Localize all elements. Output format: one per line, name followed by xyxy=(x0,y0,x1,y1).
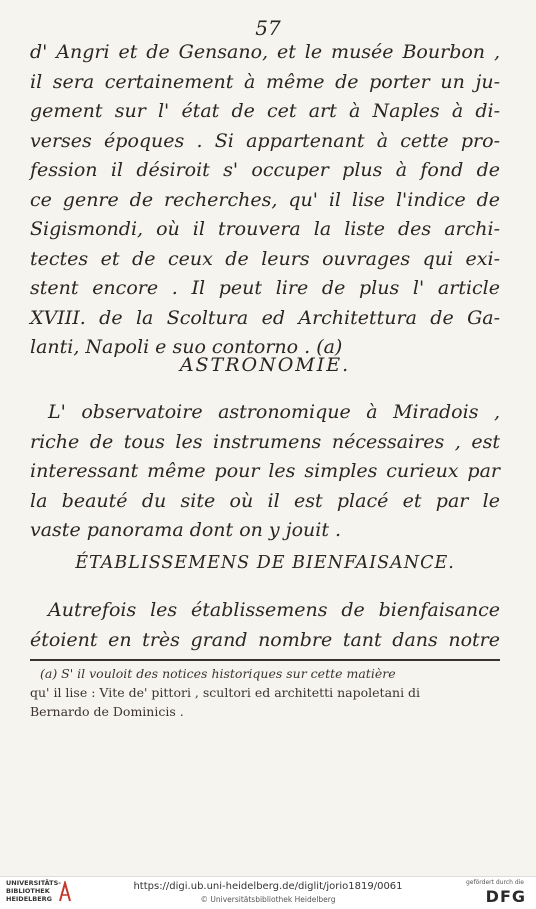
footnote-line: qu' il lise : Vite de' pittori , scultori ed architetti napoletani di xyxy=(30,685,421,700)
heading-astronomie: ASTRONOMIE. xyxy=(179,354,351,376)
text-line: verses époques . Si appartenant à cette pro- xyxy=(30,129,500,152)
text-line: vaste panorama dont on y jouit . xyxy=(30,519,342,541)
paragraph-1 xyxy=(30,38,500,363)
heading-etablissemens: ÉTABLISSEMENS DE BIENFAISANCE. xyxy=(75,553,455,573)
library-name-line: HEIDELBERG xyxy=(6,895,53,903)
paragraph-3 xyxy=(30,596,500,655)
text-line: la beauté du site où il est placé et par le xyxy=(30,489,500,512)
funding-text: gefördert durch die xyxy=(466,879,524,886)
viewer-footer xyxy=(0,876,536,909)
copyright-text: © Universitätsbibliothek Heidelberg xyxy=(200,895,336,904)
text-line: stent encore . Il peut lire de plus l' article xyxy=(30,277,500,299)
library-name-line: BIBLIOTHEK xyxy=(6,887,50,895)
text-line: interessant même pour les simples curieux par xyxy=(30,460,500,482)
text-line: lanti, Napoli e suo contorno . (a) xyxy=(30,336,343,358)
text-line: gement sur l' état de cet art à Naples à di- xyxy=(30,100,500,122)
text-line: Sigismondi, où il trouvera la liste des archi- xyxy=(30,218,500,240)
text-line: étoient en très grand nombre tant dans notre xyxy=(30,628,500,651)
text-line: fession il désiroit s' occuper plus à fond de xyxy=(30,159,500,181)
text-line: ce genre de recherches, qu' il lise l'indice de xyxy=(30,188,500,211)
footnote-divider xyxy=(30,659,500,661)
footnote-line: Bernardo de Dominicis . xyxy=(30,704,184,719)
text-line: XVIII. de la Scoltura ed Architettura de Ga- xyxy=(30,306,500,329)
text-line: riche de tous les instrumens nécessaires , est xyxy=(30,430,500,453)
dfg-logo: DFG xyxy=(485,887,526,906)
footnote-line: (a) S' il vouloit des notices historiques sur cette matière xyxy=(40,666,396,681)
page-url-link[interactable]: https://digi.ub.uni-heidelberg.de/diglit/jorio1819/0061 xyxy=(133,881,403,892)
text-line: d' Angri et de Gensano, et le musée Bourbon , xyxy=(30,41,500,63)
footnote xyxy=(30,664,500,721)
text-line: Autrefois les établissemens de bienfaisance xyxy=(48,599,500,621)
text-line: L' observatoire astronomique à Miradois , xyxy=(48,401,500,423)
paragraph-2 xyxy=(30,398,500,546)
text-line: il sera certainement à même de porter un ju- xyxy=(30,70,500,93)
library-name-line: UNIVERSITÄTS- xyxy=(6,879,61,887)
text-line: tectes et de ceux de leurs ouvrages qui exi- xyxy=(30,247,500,270)
page-number: 57 xyxy=(255,16,281,40)
